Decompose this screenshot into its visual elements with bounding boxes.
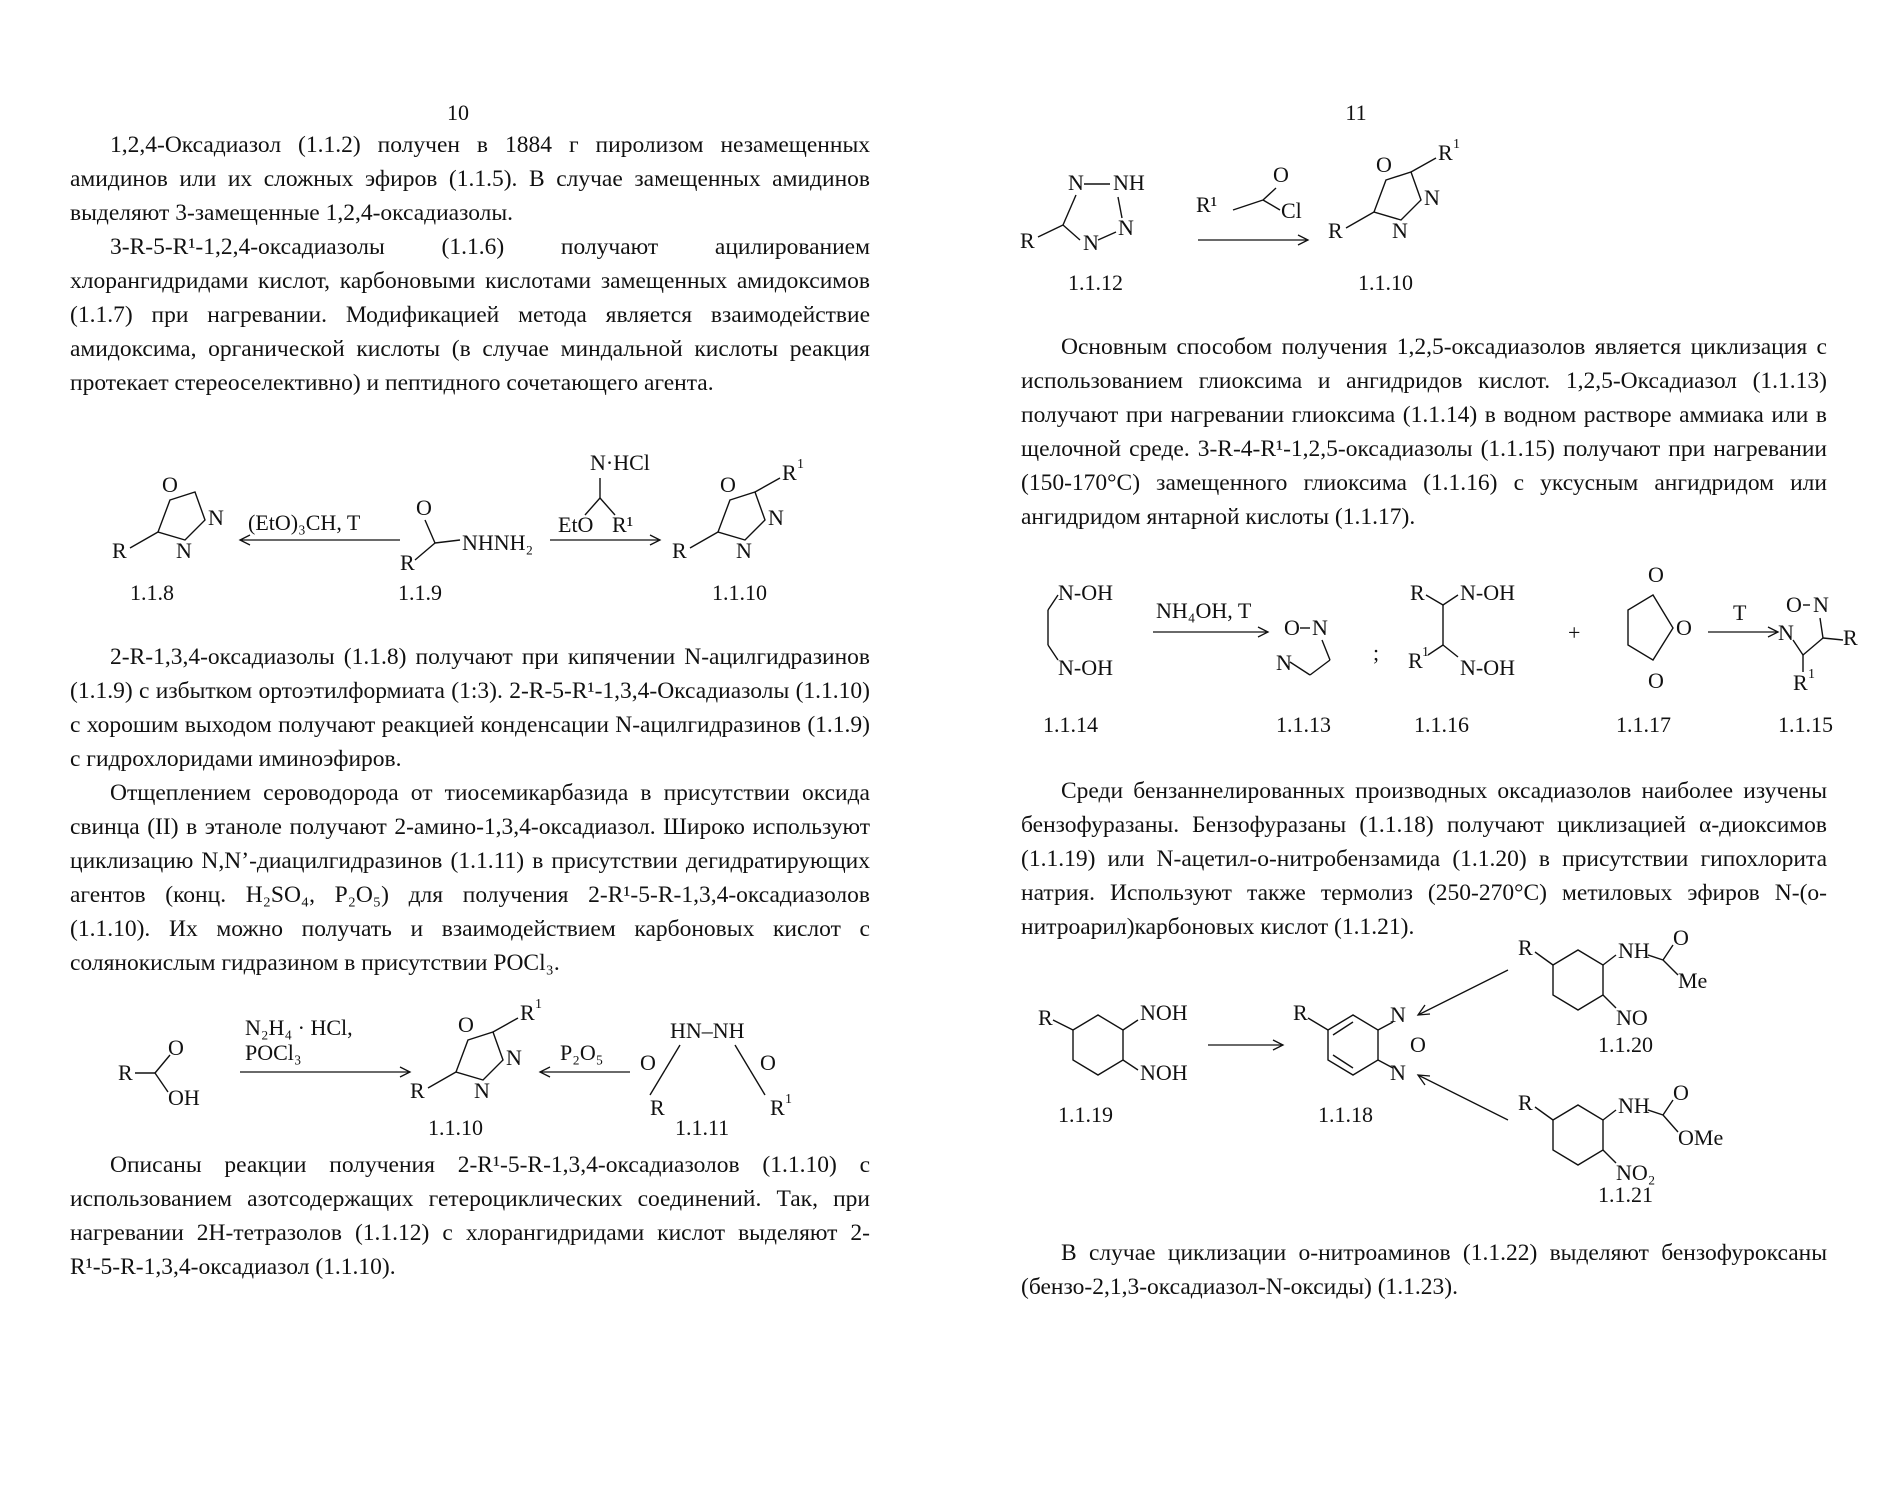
reagent-r1: R¹ <box>612 512 634 537</box>
caption-1-1-10b: 1.1.10 <box>428 1115 483 1140</box>
svg-text:NH: NH <box>1113 170 1145 195</box>
nitroaryl-carbamate-1-1-21 <box>1518 1080 1723 1185</box>
scheme-oxadiazole-synthesis-2 <box>110 997 810 1150</box>
svg-text:O: O <box>416 495 432 520</box>
svg-text:O: O <box>458 1012 474 1037</box>
svg-text:N: N <box>768 505 784 530</box>
reagent-acyl-r1: R¹ <box>1196 192 1218 217</box>
oxadiazole-ring-1-1-10c <box>1328 137 1460 243</box>
svg-text:1: 1 <box>797 457 804 472</box>
svg-text:O: O <box>1673 1080 1689 1105</box>
svg-text:N: N <box>208 505 224 530</box>
svg-text:R: R <box>782 460 797 485</box>
svg-text:R: R <box>112 538 127 563</box>
svg-text:R: R <box>1020 228 1035 253</box>
svg-text:N: N <box>1390 1002 1406 1027</box>
caption-1-1-16: 1.1.16 <box>1414 712 1469 737</box>
carboxylic-acid <box>118 1035 200 1110</box>
page-number-right: 11 <box>1345 100 1367 125</box>
caption-1-1-12: 1.1.12 <box>1068 270 1123 295</box>
svg-text:R: R <box>770 1095 785 1120</box>
nh-label-2: NH <box>1618 1093 1650 1118</box>
dioxime-1-1-19 <box>1038 1000 1188 1085</box>
svg-text:R: R <box>1410 580 1425 605</box>
svg-text:R: R <box>520 1000 535 1025</box>
svg-text:R: R <box>1438 140 1453 165</box>
furazan-1-1-15 <box>1778 592 1858 695</box>
substituted-glyoxime-1-1-16 <box>1408 580 1515 680</box>
svg-text:O: O <box>168 1035 184 1060</box>
svg-text:N: N <box>474 1078 490 1103</box>
svg-text:R: R <box>672 538 687 563</box>
svg-text:1: 1 <box>535 997 542 1012</box>
caption-1-1-18: 1.1.18 <box>1318 1102 1373 1127</box>
svg-text:O: O <box>1673 925 1689 950</box>
svg-text:N: N <box>506 1045 522 1070</box>
svg-text:Cl: Cl <box>1281 198 1302 223</box>
succinic-anhydride-1-1-17 <box>1628 562 1692 693</box>
paragraph-5: Описаны реакции получения 2-R¹-5-R-1,3,4-оксадиазолов (1.1.10) с использованием азотсодержащих гетероциклических соединений. Так, при нагревании 2H-тетразолов (1.1.12) с хлорангидридами кислот выделяют 2-R¹-5-R-1,3,4-оксадиазол (1.1.10). <box>70 1152 870 1280</box>
reagent-p2o5: P₂O₅ <box>560 1040 604 1065</box>
svg-text:N: N <box>1813 592 1829 617</box>
hydrazide-nh-nh: HN–NH <box>670 1018 745 1043</box>
acetyl-nitrobenzamide-1-1-20 <box>1518 925 1707 1030</box>
svg-text:1: 1 <box>1422 645 1429 660</box>
noh-top: NOH <box>1140 1000 1188 1025</box>
caption-1-1-9: 1.1.9 <box>398 580 442 605</box>
paragraph-4: Отщеплением сероводорода от тиосемикарбазида в присутствии оксида свинца (II) в этаноле получают 2-амино-1,3,4-оксадиазол. Широко используют циклизацию N,N’-диацилгидразинов (1.1.11) в присутствии дегидратирующих агентов (конц. H₂SO₄, P₂O₅) для получения 2-R¹-5-R-1,3,4-оксадиазолов (1.1.10). Их можно получать и взаимодействием карбоновых кислот с солянокислым гидразином в присутствии POCl₃. <box>70 780 870 976</box>
svg-text:OH: OH <box>168 1085 200 1110</box>
svg-text:R: R <box>1793 670 1808 695</box>
svg-text:O: O <box>1284 615 1300 640</box>
caption-1-1-21: 1.1.21 <box>1598 1182 1653 1207</box>
svg-text:O: O <box>1786 592 1802 617</box>
nh-label-1: NH <box>1618 938 1650 963</box>
svg-text:N: N <box>1083 230 1099 255</box>
caption-1-1-17: 1.1.17 <box>1616 712 1671 737</box>
oxime-top-sub: N-OH <box>1460 580 1515 605</box>
svg-text:N: N <box>736 538 752 563</box>
reagent-ortho-ester: (EtO)₃CH, T <box>248 510 361 535</box>
caption-1-1-15: 1.1.15 <box>1778 712 1833 737</box>
caption-1-1-14: 1.1.14 <box>1043 712 1098 737</box>
caption-1-1-10: 1.1.10 <box>712 580 767 605</box>
caption-1-1-8: 1.1.8 <box>130 580 174 605</box>
svg-text:R: R <box>1408 648 1423 673</box>
svg-text:O: O <box>720 472 736 497</box>
svg-text:N: N <box>1778 620 1794 645</box>
svg-text:R: R <box>1843 625 1858 650</box>
separator-semicolon: ; <box>1373 640 1380 665</box>
no2-label: NO₂ <box>1616 1160 1656 1185</box>
svg-text:N: N <box>1390 1060 1406 1085</box>
reagent-pocl3: POCl₃ <box>245 1040 302 1065</box>
svg-text:N: N <box>1392 218 1408 243</box>
oxime-top: N-OH <box>1058 580 1113 605</box>
svg-text:O: O <box>1410 1032 1426 1057</box>
svg-text:N: N <box>1276 650 1292 675</box>
svg-text:N: N <box>1118 215 1134 240</box>
paragraph-2: 3-R-5-R¹-1,2,4-оксадиазолы (1.1.6) получают ацилированием хлорангидридами кислот, карбоновыми кислотами замещенных амидоксимов (1.1.7) при нагревании. Модификацией метода является взаимодействие амидоксима, органической кислоты (в случае миндальной кислоты реакция протекает стереоселективно) и пептидного сочетающего агента. <box>70 234 870 396</box>
caption-1-1-11: 1.1.11 <box>675 1115 730 1140</box>
svg-text:R: R <box>410 1078 425 1103</box>
caption-1-1-19: 1.1.19 <box>1058 1102 1113 1127</box>
caption-1-1-13: 1.1.13 <box>1276 712 1331 737</box>
oxime-bottom-sub: N-OH <box>1460 655 1515 680</box>
svg-text:N: N <box>1312 615 1328 640</box>
right-page <box>943 0 1886 1501</box>
svg-text:R: R <box>650 1095 665 1120</box>
diacylhydrazine-1-1-11 <box>640 1018 792 1120</box>
caption-1-1-10c: 1.1.10 <box>1358 270 1413 295</box>
svg-text:N: N <box>1424 185 1440 210</box>
caption-1-1-20: 1.1.20 <box>1598 1032 1653 1057</box>
ome-label: OMe <box>1678 1125 1724 1150</box>
svg-text:N: N <box>176 538 192 563</box>
svg-text:1: 1 <box>1453 137 1460 152</box>
plus-sign: + <box>1568 620 1581 645</box>
svg-text:R: R <box>1518 935 1533 960</box>
furazan-1-1-13 <box>1276 615 1330 675</box>
noh-bottom: NOH <box>1140 1060 1188 1085</box>
svg-text:R: R <box>1038 1005 1053 1030</box>
scheme-furazan-synthesis <box>1028 560 1858 740</box>
benzofurazan-1-1-18 <box>1293 1000 1426 1085</box>
svg-text:O: O <box>162 472 178 497</box>
svg-text:O: O <box>1648 562 1664 587</box>
paragraph-3: 2-R-1,3,4-оксадиазолы (1.1.8) получают при кипячении N-ацилгидразинов (1.1.9) с избытком ортоэтилформиата (1:3). 2-R-5-R¹-1,3,4-Оксадиазолы (1.1.10) с хорошим выходом получают реакцией конденсации N-ацилгидразинов (1.1.9) с гидрохлоридами иминоэфиров. <box>70 644 870 772</box>
hydrazide-1-1-9 <box>400 495 533 575</box>
page-number-left: 10 <box>447 100 469 125</box>
reagent-heat: T <box>1733 600 1747 625</box>
svg-text:O: O <box>760 1050 776 1075</box>
paragraph-r1: Основным способом получения 1,2,5-оксадиазолов является циклизация с использованием глиоксима и ангидридов кислот. 1,2,5-Оксадиазол (1.1.13) получают при нагревании глиоксима (1.1.14) в водном растворе аммиака или в щелочной среде. 3-R-4-R¹-1,2,5-оксадиазолы (1.1.15) получают при нагревании (150-170°C) замещенного глиоксима (1.1.16) с уксусным ангидридом или ангидридом янтарной кислоты (1.1.17). <box>1021 334 1827 530</box>
svg-text:R: R <box>1293 1000 1308 1025</box>
oxadiazole-ring-1-1-8 <box>112 472 224 563</box>
svg-text:R: R <box>400 550 415 575</box>
svg-text:R: R <box>1328 218 1343 243</box>
svg-text:O: O <box>1648 668 1664 693</box>
no-label: NO <box>1616 1005 1648 1030</box>
hydrazine-group: NHNH₂ <box>462 530 534 555</box>
oxadiazole-ring-1-1-10b <box>410 997 542 1103</box>
paragraph-r3: В случае циклизации о-нитроаминов (1.1.22) выделяют бензофуроксаны (бензо-2,1,3-оксадиазол-N-оксиды) (1.1.23). <box>1021 1240 1827 1300</box>
svg-text:1: 1 <box>1808 667 1815 682</box>
reagent-imino-ester-top: N·HCl <box>590 450 650 475</box>
paragraph-r2: Среди бензаннелированных производных оксадиазолов наиболее изучены бензофуразаны. Бензофуразаны (1.1.18) получают циклизацией α-диоксимов (1.1.19) или N-ацетил-о-нитробензамида (1.1.20) в присутствии гипохлорита натрия. Используют также термолиз (250-270°C) метиловых эфиров N-(о-нитроарил)карбоновых кислот (1.1.21). <box>1021 778 1827 940</box>
svg-text:O: O <box>1676 615 1692 640</box>
oxime-bottom: N-OH <box>1058 655 1113 680</box>
glyoxime-1-1-14 <box>1048 580 1113 680</box>
me-label: Me <box>1678 968 1708 993</box>
tetrazole-1-1-12 <box>1020 170 1145 255</box>
svg-text:1: 1 <box>785 1092 792 1107</box>
svg-text:O: O <box>640 1050 656 1075</box>
svg-text:R: R <box>118 1060 133 1085</box>
scheme-benzofurazan-synthesis <box>1038 925 1838 1210</box>
paragraph-1: 1,2,4-Оксадиазол (1.1.2) получен в 1884 г пиролизом незамещенных амидинов или их сложных эфиров (1.1.5). В случае замещенных амидинов выделяют 3-замещенные 1,2,4-оксадиазолы. <box>70 132 870 226</box>
scheme-tetrazole-to-oxadiazole <box>1018 137 1578 310</box>
svg-text:R: R <box>1518 1090 1533 1115</box>
reagent-ammonium-hydroxide: NH₄OH, T <box>1156 598 1252 623</box>
svg-text:O: O <box>1376 152 1392 177</box>
reagent-hydrazine-hcl: N₂H₄ · HCl, <box>245 1015 353 1040</box>
svg-text:N: N <box>1068 170 1084 195</box>
scheme-oxadiazole-synthesis-1 <box>100 440 820 610</box>
svg-text:O: O <box>1273 162 1289 187</box>
oxadiazole-ring-1-1-10 <box>672 457 804 563</box>
reagent-etoxy: EtO <box>558 512 594 537</box>
